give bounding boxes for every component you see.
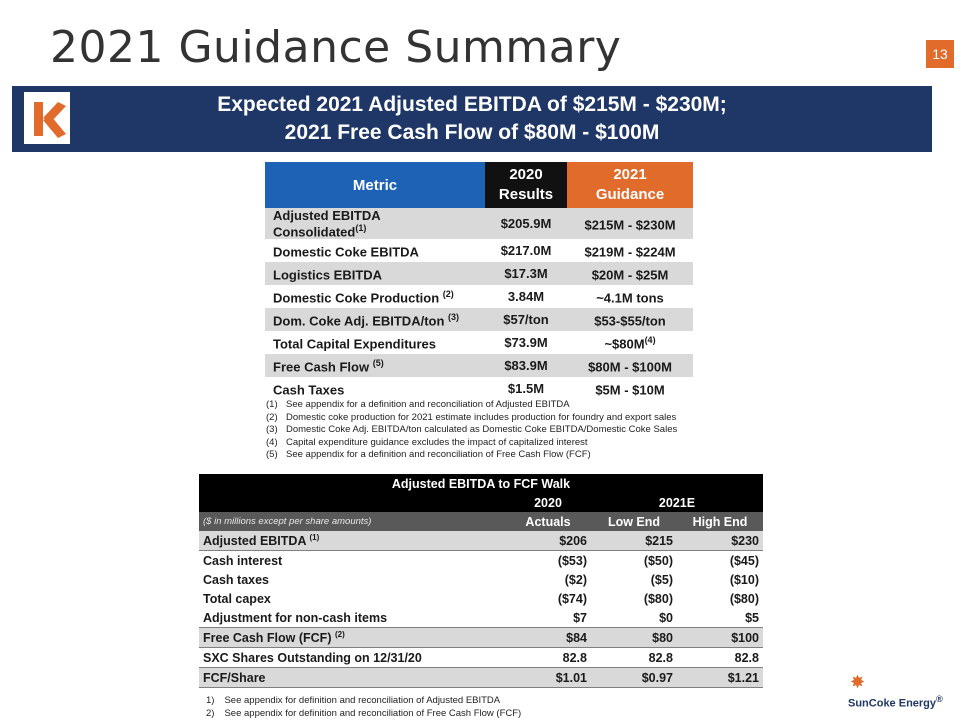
guidance-row	[265, 308, 693, 331]
metric-cell	[265, 285, 485, 308]
value-high: 82.8	[677, 648, 763, 668]
footnote-ref: (3)	[448, 311, 460, 322]
footnote-text: Domestic Coke Adj. EBITDA/ton calculated as Domestic Coke EBITDA/Domestic Coke Sales	[286, 424, 678, 435]
guidance-2021	[567, 208, 693, 239]
metric-label: Domestic Coke Production	[273, 289, 443, 305]
guidance-value: $20M - $25M	[591, 266, 669, 282]
walk-title-row	[199, 474, 763, 494]
footnote	[266, 424, 677, 437]
guidance-row	[265, 377, 693, 400]
header-2020-results	[485, 162, 567, 208]
footnote-text: See appendix for a definition and reconciliation of Adjusted EBITDA	[286, 399, 570, 410]
value-actuals: $84	[505, 628, 591, 648]
value-high: $100	[677, 628, 763, 648]
value-low: $215	[591, 531, 677, 551]
footnote-ref: (2)	[442, 288, 454, 299]
metric-cell	[265, 377, 485, 400]
result-2020: $83.9M	[485, 354, 567, 377]
value-low: $0.97	[591, 668, 677, 688]
value-low: 82.8	[591, 648, 677, 668]
metric-label: Dom. Coke Adj. EBITDA/ton	[273, 312, 449, 328]
footnote	[266, 412, 677, 425]
guidance-2021	[567, 331, 693, 354]
walk-label-cell	[199, 628, 505, 648]
value-actuals: $7	[505, 608, 591, 628]
walk-header-row	[199, 512, 763, 531]
col-actuals: Actuals	[505, 512, 591, 531]
footnote-text: See appendix for a definition and reconciliation of Free Cash Flow (FCF)	[286, 449, 591, 460]
walk-label: Cash interest	[203, 554, 283, 569]
value-actuals: ($2)	[564, 572, 587, 587]
header-2020-year: 2020	[509, 166, 543, 183]
metric-cell	[265, 239, 485, 262]
guidance-row	[265, 239, 693, 262]
walk-footnotes	[206, 695, 521, 720]
result-2020: $1.5M	[507, 381, 545, 397]
page-title: 2021 Guidance Summary	[50, 22, 622, 73]
value-low: ($50)	[643, 553, 673, 568]
walk-row	[199, 531, 763, 551]
value-high: $5	[677, 608, 763, 628]
guidance-value: ~$80M	[604, 335, 645, 351]
footnote-number: (4)	[266, 436, 278, 448]
walk-year-2021e: 2021E	[591, 494, 763, 512]
fcf-walk-table	[199, 474, 763, 688]
walk-year-blank	[199, 494, 505, 512]
footnote-text: See appendix for definition and reconciliation of Adjusted EBITDA	[224, 695, 501, 706]
value-actuals: $1.01	[505, 668, 591, 688]
footnote-ref: (2)	[334, 629, 345, 639]
value-actuals: ($74)	[557, 591, 587, 606]
guidance-row	[265, 331, 693, 354]
walk-label-cell	[199, 531, 505, 551]
walk-label: Free Cash Flow (FCF)	[203, 631, 335, 646]
footnote	[266, 399, 677, 412]
guidance-value: $219M - $224M	[584, 243, 676, 259]
footnote-number: (2)	[266, 411, 278, 423]
registered-mark: ®	[936, 694, 943, 704]
value-high: $230	[677, 531, 763, 551]
footnote-number: (5)	[266, 449, 278, 460]
footnote-text: Domestic coke production for 2021 estimate includes production for foundry and export sales	[286, 411, 677, 423]
footnote-number: 1)	[206, 695, 215, 706]
walk-label-cell	[199, 551, 505, 571]
metric-cell	[265, 308, 485, 331]
walk-label-cell	[199, 648, 505, 668]
header-2021-label: Guidance	[595, 186, 665, 203]
metric-label: Free Cash Flow	[273, 358, 373, 374]
footnote	[266, 449, 677, 462]
guidance-row	[265, 285, 693, 308]
walk-label: SXC Shares Outstanding on 12/31/20	[203, 651, 422, 666]
guidance-2021	[567, 285, 693, 308]
result-2020: $73.9M	[504, 335, 548, 351]
guidance-table	[265, 162, 693, 400]
banner-line-2: 2021 Free Cash Flow of $80M - $100M	[284, 121, 660, 144]
result-2020: $57/ton	[485, 308, 567, 331]
walk-label-cell	[199, 570, 505, 589]
metric-label: Cash Taxes	[273, 381, 345, 397]
value-low: $80	[591, 628, 677, 648]
walk-row	[199, 668, 763, 688]
value-actuals: 82.8	[505, 648, 591, 668]
footnote	[206, 695, 521, 708]
footnote-text: Capital expenditure guidance excludes the impact of capitalized interest	[286, 436, 588, 448]
brand-name	[848, 694, 943, 710]
page-number: 13	[926, 40, 954, 68]
footnote	[266, 437, 677, 450]
guidance-value: $53-$55/ton	[594, 312, 666, 328]
walk-label: FCF/Share	[203, 671, 266, 686]
walk-year-row	[199, 494, 763, 512]
walk-title: Adjusted EBITDA to FCF Walk	[199, 474, 763, 494]
walk-label: Cash taxes	[203, 573, 270, 588]
value-actuals: ($53)	[557, 553, 587, 568]
guidance-value: $215M - $230M	[584, 216, 676, 232]
footnote-text: See appendix for definition and reconciliation of Free Cash Flow (FCF)	[224, 707, 522, 719]
metric-label: Adjusted EBITDA Consolidated	[273, 208, 381, 240]
col-high-end: High End	[677, 512, 763, 531]
brand-name-text: SunCoke Energy	[848, 697, 937, 710]
footnote	[206, 708, 521, 720]
header-2020-label: Results	[498, 186, 554, 203]
guidance-value: $5M - $10M	[595, 381, 665, 397]
footnote-number: (1)	[266, 399, 278, 410]
metric-label: Total Capital Expenditures	[273, 335, 437, 351]
walk-label: Adjusted EBITDA	[203, 534, 310, 549]
value-low: ($5)	[650, 572, 673, 587]
summary-banner	[12, 86, 932, 152]
walk-row	[199, 570, 763, 589]
footnote-ref: (1)	[355, 223, 367, 233]
header-2021-guidance	[567, 162, 693, 208]
guidance-row	[265, 354, 693, 377]
footnote-number: (3)	[266, 424, 278, 435]
result-2020: $205.9M	[485, 208, 567, 239]
result-2020: 3.84M	[507, 289, 545, 305]
walk-row	[199, 628, 763, 648]
suncoke-logo-icon	[24, 92, 70, 144]
walk-label-cell	[199, 589, 505, 608]
guidance-2021	[567, 377, 693, 400]
guidance-footnotes	[266, 399, 677, 462]
value-actuals: $206	[505, 531, 591, 551]
guidance-2021	[567, 262, 693, 285]
walk-row	[199, 608, 763, 628]
guidance-value: ~4.1M tons	[596, 289, 664, 305]
guidance-2021	[567, 308, 693, 331]
header-2021-year: 2021	[613, 166, 647, 183]
walk-label: Total capex	[203, 592, 271, 607]
metric-cell	[265, 354, 485, 377]
guidance-2021	[567, 354, 693, 377]
walk-label-cell	[199, 668, 505, 688]
header-metric: Metric	[265, 162, 485, 208]
footnote-number: 2)	[206, 707, 215, 719]
guidance-2021	[567, 239, 693, 262]
metric-label: Logistics EBITDA	[273, 266, 383, 282]
sun-icon: ✸	[850, 672, 866, 692]
value-high: ($45)	[729, 553, 759, 568]
walk-units-note: ($ in millions except per share amounts)	[199, 512, 505, 531]
value-high: ($10)	[729, 572, 759, 587]
suncoke-brand-logo	[848, 672, 948, 712]
walk-label-cell	[199, 608, 505, 628]
result-2020: $217.0M	[500, 243, 552, 259]
metric-cell	[265, 208, 485, 239]
footnote-ref: (1)	[309, 532, 320, 542]
metric-cell	[265, 262, 485, 285]
banner-line-1: Expected 2021 Adjusted EBITDA of $215M - $230M;	[217, 93, 727, 116]
metric-label: Domestic Coke EBITDA	[273, 243, 419, 259]
walk-year-2020: 2020	[505, 494, 591, 512]
value-high: ($80)	[729, 591, 759, 606]
walk-row	[199, 551, 763, 571]
value-low: ($80)	[643, 591, 673, 606]
walk-row	[199, 648, 763, 668]
footnote-ref: (4)	[644, 334, 656, 345]
footnote-ref: (5)	[372, 357, 384, 368]
value-high: $1.21	[677, 668, 763, 688]
guidance-header-row	[265, 162, 693, 208]
guidance-row	[265, 208, 693, 239]
walk-row	[199, 589, 763, 608]
metric-cell	[265, 331, 485, 354]
col-low-end: Low End	[591, 512, 677, 531]
walk-label: Adjustment for non-cash items	[203, 611, 388, 626]
guidance-value: $80M - $100M	[588, 358, 672, 374]
guidance-row	[265, 262, 693, 285]
result-2020: $17.3M	[485, 262, 567, 285]
value-low: $0	[591, 608, 677, 628]
